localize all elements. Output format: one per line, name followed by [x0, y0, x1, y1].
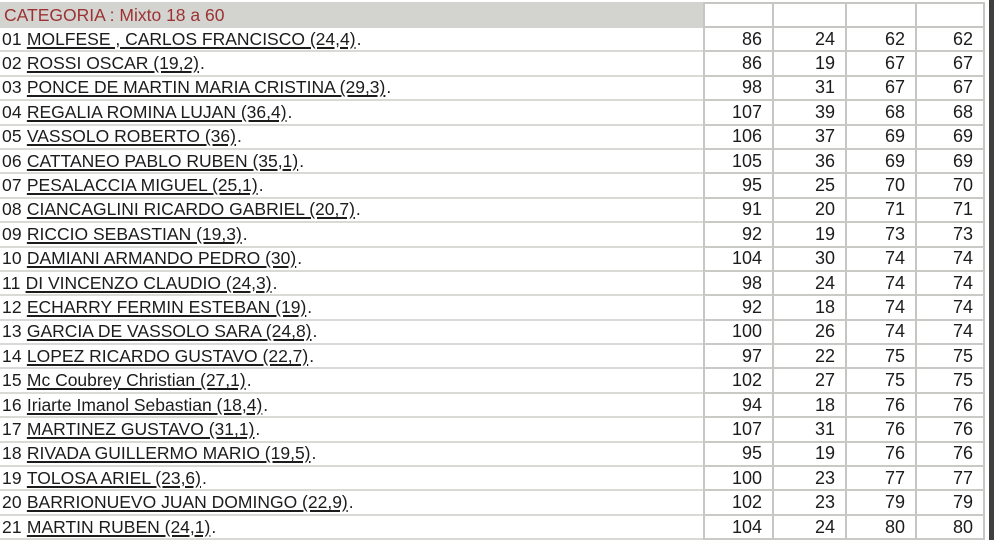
net-score-cell: 71 — [845, 199, 915, 223]
position-number: 05 — [2, 126, 22, 147]
trailing-period: . — [246, 370, 252, 391]
total-score-cell: 75 — [915, 345, 985, 369]
handicap-cell: 24 — [772, 516, 845, 540]
handicap-cell: 18 — [772, 296, 845, 320]
trailing-period: . — [211, 516, 217, 537]
net-score-cell: 79 — [845, 491, 915, 515]
gross-score-cell: 86 — [703, 52, 772, 76]
player-cell — [0, 272, 703, 296]
trailing-period: . — [355, 199, 361, 220]
player-link[interactable]: CATTANEO PABLO RUBEN (35,1) — [26, 150, 299, 171]
position-number: 10 — [2, 248, 22, 269]
net-score-cell: 73 — [845, 223, 915, 247]
total-score-cell: 80 — [915, 516, 985, 540]
player-link[interactable]: Mc Coubrey Christian (27,1) — [26, 370, 246, 391]
trailing-period: . — [258, 175, 264, 196]
player-link[interactable]: GARCIA DE VASSOLO SARA (24,8) — [26, 321, 312, 342]
handicap-cell: 36 — [772, 150, 845, 174]
gross-score-cell: 95 — [703, 174, 772, 198]
gross-score-cell: 86 — [703, 28, 772, 52]
total-score-cell: 74 — [915, 296, 985, 320]
handicap-cell: 31 — [772, 418, 845, 442]
table-row — [0, 126, 1000, 150]
position-number: 19 — [2, 467, 22, 488]
player-cell — [0, 467, 703, 491]
gross-score-cell: 107 — [703, 101, 772, 125]
player-link[interactable]: ROSSI OSCAR (19,2) — [26, 53, 200, 74]
position-number: 14 — [2, 345, 22, 366]
player-link[interactable]: BARRIONUEVO JUAN DOMINGO (22,9) — [26, 492, 348, 513]
player-cell — [0, 321, 703, 345]
total-score-cell: 74 — [915, 272, 985, 296]
total-score-cell: 73 — [915, 223, 985, 247]
total-score-cell: 74 — [915, 248, 985, 272]
player-cell — [0, 296, 703, 320]
net-score-cell: 62 — [845, 28, 915, 52]
total-score-cell: 62 — [915, 28, 985, 52]
handicap-cell: 20 — [772, 199, 845, 223]
handicap-cell: 22 — [772, 345, 845, 369]
gross-score-cell: 94 — [703, 394, 772, 418]
player-link[interactable]: MOLFESE , CARLOS FRANCISCO (24,4) — [26, 28, 356, 49]
player-link[interactable]: DI VINCENZO CLAUDIO (24,3) — [25, 272, 272, 293]
category-header: CATEGORIA : Mixto 18 a 60 — [0, 2, 703, 28]
player-cell — [0, 248, 703, 272]
table-row — [0, 321, 1000, 345]
gross-score-cell: 95 — [703, 443, 772, 467]
table-row — [0, 491, 1000, 515]
handicap-cell: 37 — [772, 126, 845, 150]
position-number: 13 — [2, 321, 22, 342]
table-row — [0, 28, 1000, 52]
player-cell — [0, 491, 703, 515]
net-score-cell: 75 — [845, 369, 915, 393]
handicap-cell: 26 — [772, 321, 845, 345]
player-cell — [0, 345, 703, 369]
position-number: 21 — [2, 516, 22, 537]
table-row — [0, 101, 1000, 125]
position-number: 07 — [2, 175, 22, 196]
gross-score-cell: 98 — [703, 272, 772, 296]
net-score-cell: 76 — [845, 443, 915, 467]
net-column-header — [845, 2, 915, 28]
total-score-cell: 76 — [915, 443, 985, 467]
handicap-cell: 27 — [772, 369, 845, 393]
total-score-cell: 67 — [915, 52, 985, 76]
total-score-cell: 67 — [915, 77, 985, 101]
position-number: 09 — [2, 223, 22, 244]
results-table — [0, 28, 1000, 540]
net-score-cell: 74 — [845, 296, 915, 320]
handicap-column-header — [772, 2, 845, 28]
handicap-cell: 23 — [772, 491, 845, 515]
gross-score-cell: 97 — [703, 345, 772, 369]
net-score-cell: 76 — [845, 418, 915, 442]
table-row — [0, 150, 1000, 174]
table-row — [0, 248, 1000, 272]
trailing-period: . — [255, 418, 261, 439]
player-link[interactable]: RIVADA GUILLERMO MARIO (19,5) — [26, 443, 311, 464]
handicap-cell: 19 — [772, 223, 845, 247]
trailing-period: . — [242, 223, 248, 244]
gross-score-cell: 100 — [703, 467, 772, 491]
total-score-cell: 69 — [915, 150, 985, 174]
player-link[interactable]: PESALACCIA MIGUEL (25,1) — [26, 175, 258, 196]
net-score-cell: 67 — [845, 52, 915, 76]
position-number: 16 — [2, 394, 22, 415]
table-row — [0, 443, 1000, 467]
trailing-period: . — [263, 394, 269, 415]
handicap-cell: 19 — [772, 443, 845, 467]
total-score-cell: 76 — [915, 394, 985, 418]
handicap-cell: 39 — [772, 101, 845, 125]
total-score-cell: 79 — [915, 491, 985, 515]
scrollbar-thumb[interactable] — [989, 0, 994, 540]
handicap-cell: 25 — [772, 174, 845, 198]
player-cell — [0, 418, 703, 442]
total-column-header — [915, 2, 985, 28]
trailing-period: . — [272, 272, 278, 293]
trailing-period: . — [386, 77, 392, 98]
player-cell — [0, 394, 703, 418]
table-row — [0, 418, 1000, 442]
gross-score-cell: 107 — [703, 418, 772, 442]
table-row — [0, 345, 1000, 369]
player-link[interactable]: ECHARRY FERMIN ESTEBAN (19) — [26, 296, 307, 317]
player-link[interactable]: CIANCAGLINI RICARDO GABRIEL (20,7) — [26, 199, 355, 220]
player-link[interactable]: DAMIANI ARMANDO PEDRO (30) — [26, 248, 297, 269]
net-score-cell: 76 — [845, 394, 915, 418]
player-cell — [0, 223, 703, 247]
total-score-cell: 74 — [915, 321, 985, 345]
table-row — [0, 272, 1000, 296]
gross-score-cell: 104 — [703, 516, 772, 540]
player-link[interactable]: Iriarte Imanol Sebastian (18,4) — [26, 394, 263, 415]
trailing-period: . — [200, 53, 205, 74]
trailing-period: . — [297, 248, 303, 269]
net-score-cell: 74 — [845, 272, 915, 296]
position-number: 17 — [2, 418, 22, 439]
position-number: 11 — [2, 272, 21, 293]
net-score-cell: 68 — [845, 101, 915, 125]
net-score-cell: 67 — [845, 77, 915, 101]
player-cell — [0, 443, 703, 467]
player-link[interactable]: LOPEZ RICARDO GUSTAVO (22,7) — [26, 345, 309, 366]
total-score-cell: 77 — [915, 467, 985, 491]
gross-score-cell: 100 — [703, 321, 772, 345]
net-score-cell: 80 — [845, 516, 915, 540]
trailing-period: . — [311, 443, 317, 464]
trailing-period: . — [356, 28, 362, 49]
handicap-cell: 24 — [772, 272, 845, 296]
position-number: 08 — [2, 199, 22, 220]
trailing-period: . — [309, 345, 315, 366]
table-row — [0, 77, 1000, 101]
position-number: 15 — [2, 370, 22, 391]
net-score-cell: 75 — [845, 345, 915, 369]
net-score-cell: 74 — [845, 321, 915, 345]
player-link[interactable]: REGALIA ROMINA LUJAN (36,4) — [26, 101, 287, 122]
trailing-period: . — [236, 126, 242, 147]
gross-score-cell: 104 — [703, 248, 772, 272]
net-score-cell: 70 — [845, 174, 915, 198]
trailing-period: . — [307, 296, 313, 317]
player-cell — [0, 52, 703, 76]
player-link[interactable]: MARTIN RUBEN (24,1) — [26, 516, 211, 537]
player-link[interactable]: VASSOLO ROBERTO (36) — [26, 126, 236, 147]
total-score-cell: 76 — [915, 418, 985, 442]
table-row — [0, 516, 1000, 540]
trailing-period: . — [348, 492, 354, 513]
trailing-period: . — [287, 101, 293, 122]
position-number: 02 — [2, 53, 22, 74]
position-number: 12 — [2, 296, 22, 317]
total-score-cell: 70 — [915, 174, 985, 198]
player-link[interactable]: PONCE DE MARTIN MARIA CRISTINA (29,3) — [26, 77, 386, 98]
handicap-cell: 24 — [772, 28, 845, 52]
position-number: 20 — [2, 492, 22, 513]
player-cell — [0, 369, 703, 393]
gross-score-cell: 105 — [703, 150, 772, 174]
position-number: 06 — [2, 150, 22, 171]
table-row — [0, 467, 1000, 491]
position-number: 01 — [2, 28, 22, 49]
player-cell — [0, 126, 703, 150]
gross-score-cell: 91 — [703, 199, 772, 223]
position-number: 18 — [2, 443, 22, 464]
handicap-cell: 19 — [772, 52, 845, 76]
net-score-cell: 74 — [845, 248, 915, 272]
total-score-cell: 69 — [915, 126, 985, 150]
handicap-cell: 31 — [772, 77, 845, 101]
gross-column-header — [703, 2, 772, 28]
table-row — [0, 199, 1000, 223]
category-header-row — [0, 2, 1000, 28]
table-row — [0, 174, 1000, 198]
table-row — [0, 369, 1000, 393]
player-cell — [0, 28, 703, 52]
net-score-cell: 69 — [845, 126, 915, 150]
trailing-period: . — [299, 150, 305, 171]
gross-score-cell: 102 — [703, 369, 772, 393]
handicap-cell: 30 — [772, 248, 845, 272]
player-link[interactable]: MARTINEZ GUSTAVO (31,1) — [26, 418, 255, 439]
player-cell — [0, 199, 703, 223]
table-row — [0, 296, 1000, 320]
net-score-cell: 69 — [845, 150, 915, 174]
gross-score-cell: 98 — [703, 77, 772, 101]
gross-score-cell: 102 — [703, 491, 772, 515]
player-link[interactable]: RICCIO SEBASTIAN (19,3) — [26, 223, 242, 244]
gross-score-cell: 92 — [703, 223, 772, 247]
player-cell — [0, 174, 703, 198]
player-link[interactable]: TOLOSA ARIEL (23,6) — [26, 467, 201, 488]
gross-score-cell: 92 — [703, 296, 772, 320]
player-cell — [0, 101, 703, 125]
player-cell — [0, 516, 703, 540]
total-score-cell: 75 — [915, 369, 985, 393]
trailing-period: . — [202, 467, 207, 488]
position-number: 03 — [2, 77, 22, 98]
table-row — [0, 394, 1000, 418]
handicap-cell: 18 — [772, 394, 845, 418]
handicap-cell: 23 — [772, 467, 845, 491]
gross-score-cell: 106 — [703, 126, 772, 150]
table-row — [0, 52, 1000, 76]
net-score-cell: 77 — [845, 467, 915, 491]
trailing-period: . — [312, 321, 318, 342]
total-score-cell: 68 — [915, 101, 985, 125]
position-number: 04 — [2, 101, 22, 122]
player-cell — [0, 150, 703, 174]
table-row — [0, 223, 1000, 247]
total-score-cell: 71 — [915, 199, 985, 223]
player-cell — [0, 77, 703, 101]
